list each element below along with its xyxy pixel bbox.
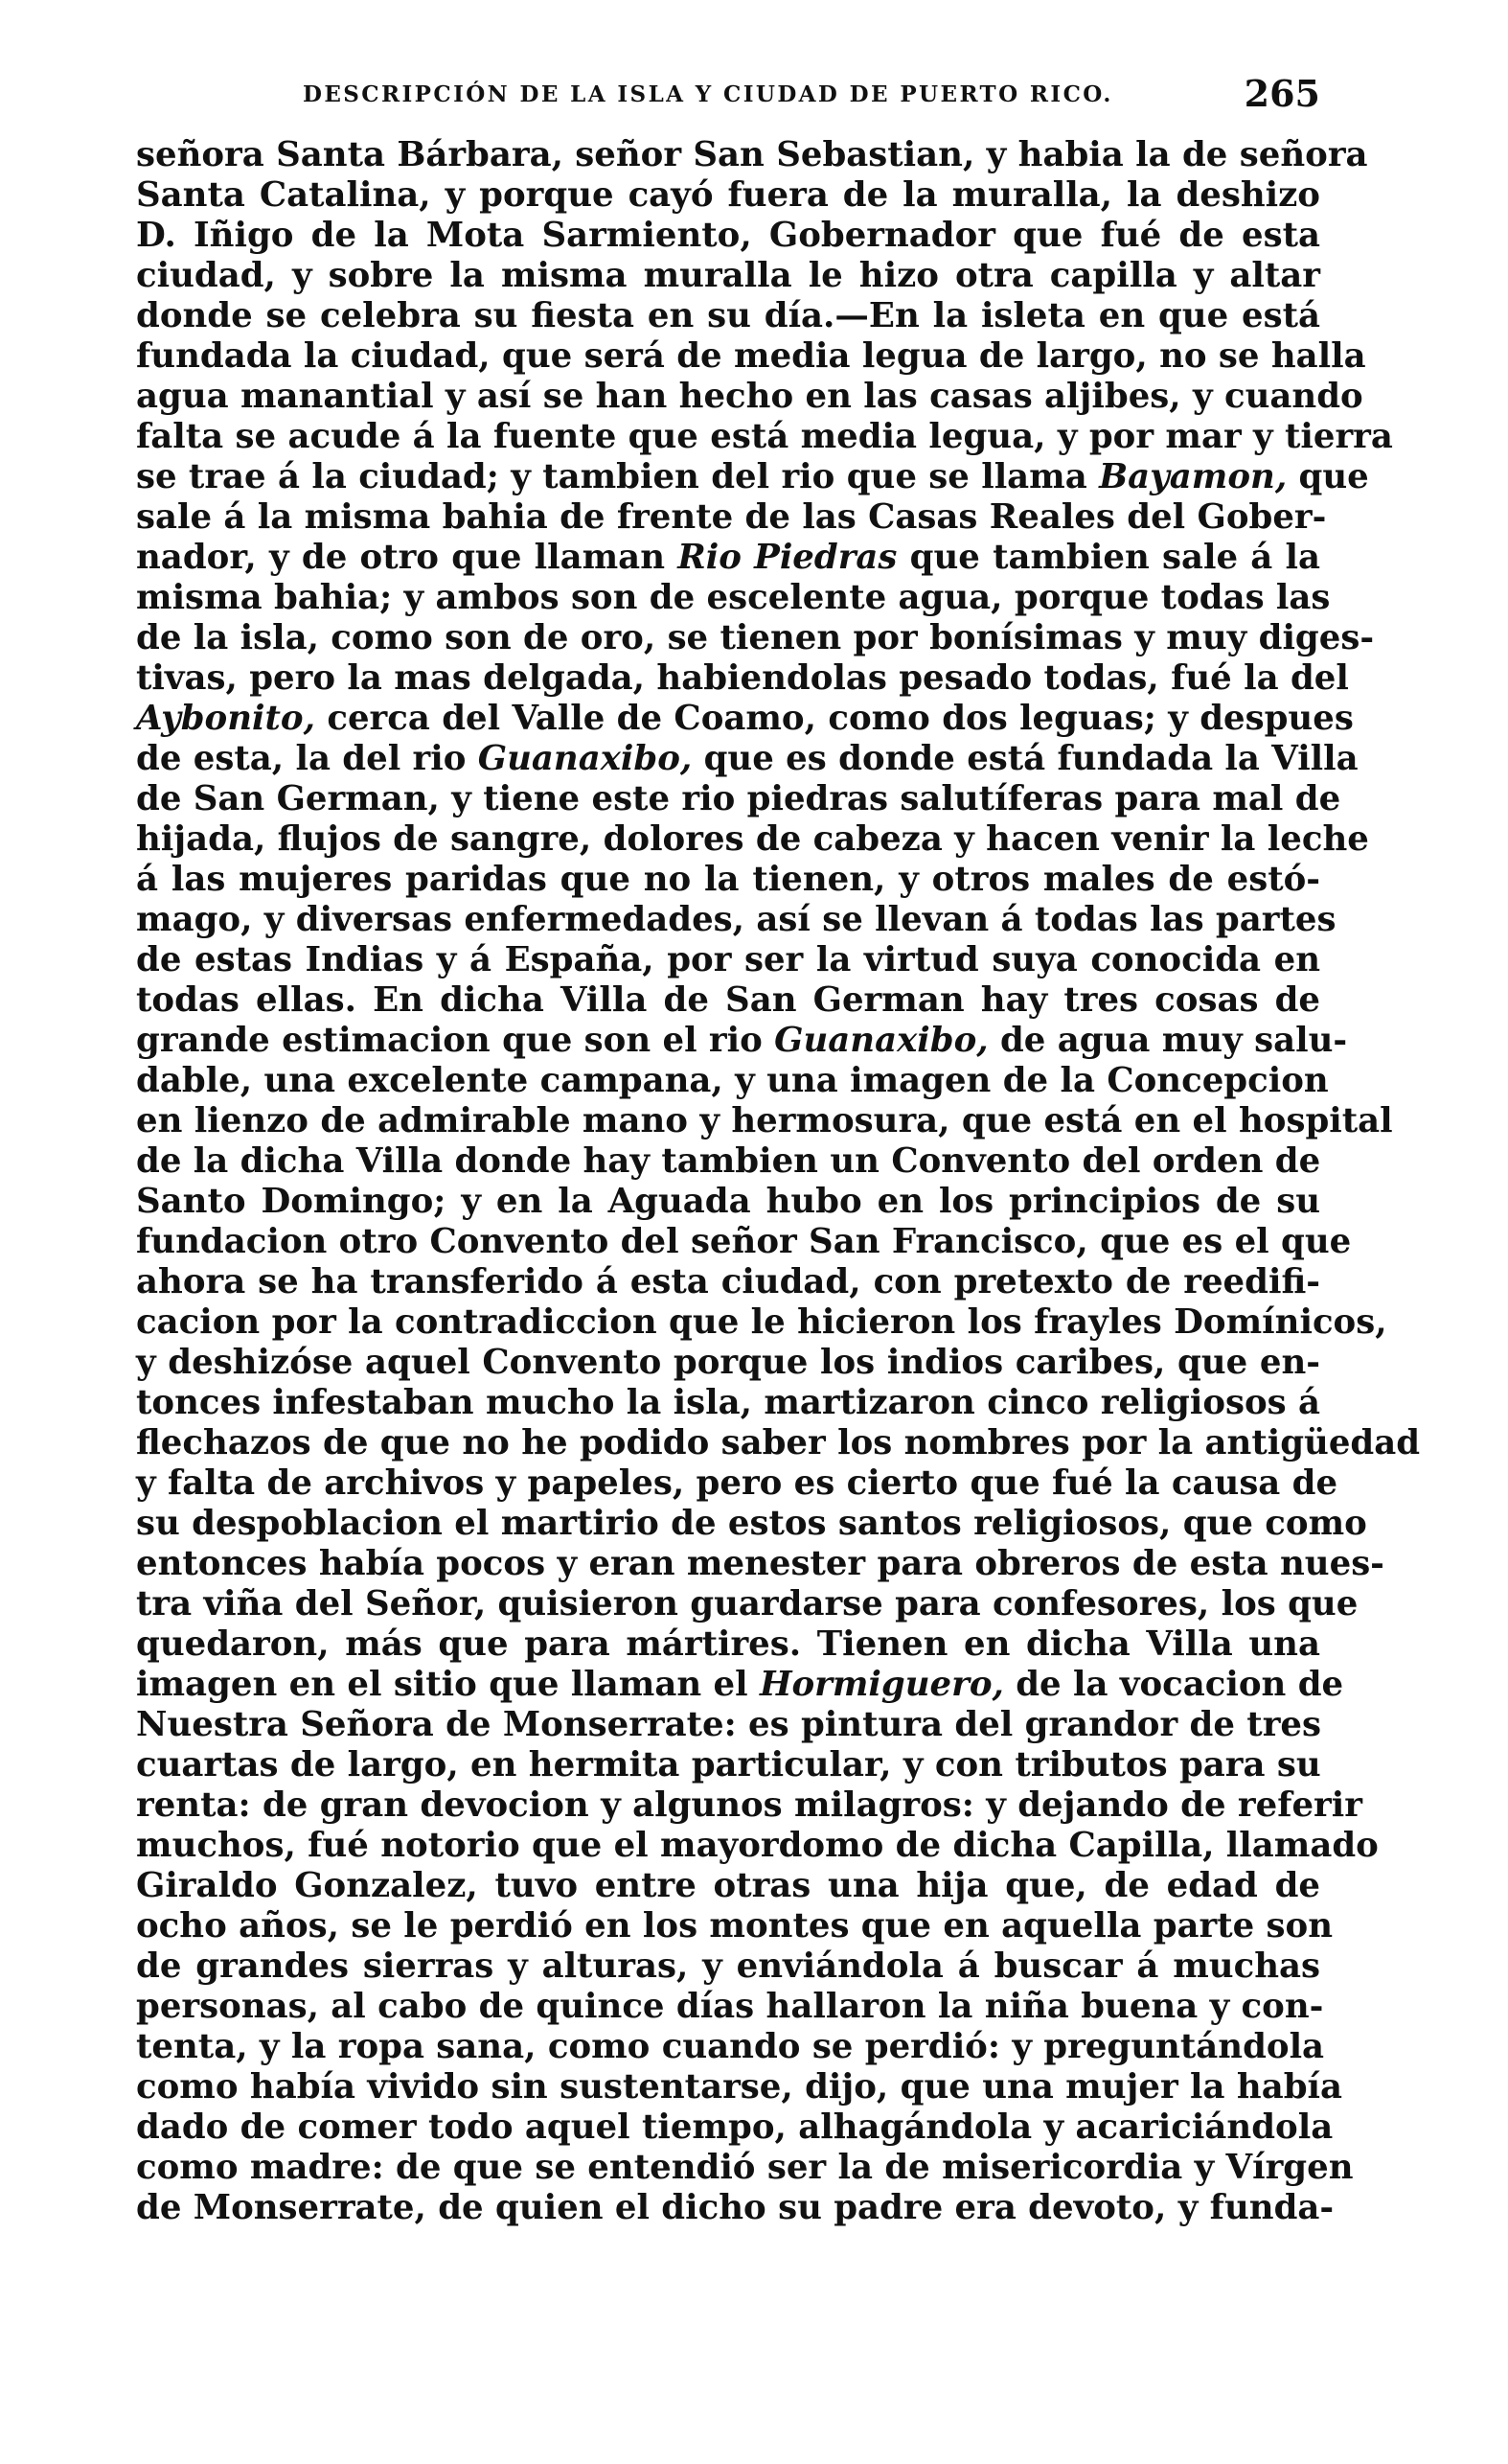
text-line (136, 1262, 1320, 1302)
text-segment: tenta, y la ropa sana, como cuando se perdió: y preguntándola (136, 2027, 1325, 2066)
text-line (136, 1785, 1362, 1826)
text-segment: se trae á la ciudad; y tambien del rio que se llama (136, 457, 1100, 496)
italic-term: Hormiguero, (759, 1665, 1004, 1704)
text-segment: de San German, y tiene este rio piedras salutíferas para mal de (136, 779, 1341, 818)
text-line (136, 1101, 1393, 1141)
text-segment: grande estimacion que son el rio (136, 1021, 775, 1060)
text-line (136, 2148, 1354, 2188)
text-segment: ocho años, se le perdió en los montes que en aquella parte son (136, 1906, 1334, 1946)
running-head (136, 72, 1320, 129)
text-line (136, 417, 1393, 457)
text-line (136, 538, 1320, 578)
text-segment: y deshizóse aquel Convento porque los indios caribes, que en- (136, 1343, 1320, 1382)
italic-term: Aybonito, (136, 699, 315, 738)
text-segment: como había vivido sin sustentarse, dijo, que una mujer la había (136, 2067, 1343, 2107)
text-line (136, 175, 1320, 216)
text-line (136, 377, 1363, 417)
text-line (136, 1906, 1334, 1946)
text-segment: flechazos de que no he podido saber los nombres por la antigüedad (136, 1423, 1421, 1462)
text-line (136, 860, 1320, 900)
text-segment: Santa Catalina, y porque cayó fuera de la muralla, la deshizo (136, 175, 1320, 215)
text-line (136, 658, 1349, 699)
text-segment: entonces había pocos y eran menester para obreros de esta nues- (136, 1544, 1384, 1583)
text-segment: Santo Domingo; y en la Aguada hubo en los principios de su (136, 1182, 1320, 1221)
text-segment: dado de comer todo aquel tiempo, alhagándola y acariciándola (136, 2107, 1334, 2147)
text-segment: á las mujeres paridas que no la tienen, y otros males de estó- (136, 860, 1320, 899)
italic-term: Bayamon, (1099, 457, 1288, 496)
text-segment: todas ellas. En dicha Villa de San German hay tres cosas de (136, 980, 1320, 1020)
text-line (136, 1987, 1324, 2027)
text-segment: D. Iñigo de la Mota Sarmiento, Gobernador que fué de esta (136, 216, 1320, 255)
text-line (136, 1705, 1320, 1745)
text-segment: muchos, fué notorio que el mayordomo de dicha Capilla, llamado (136, 1826, 1379, 1865)
text-line (136, 1182, 1320, 1222)
text-line (136, 1544, 1384, 1584)
text-line (136, 1383, 1320, 1423)
text-segment: ciudad, y sobre la misma muralla le hizo otra capilla y altar (136, 256, 1320, 295)
text-segment: señora Santa Bárbara, señor San Sebastian, y habia la de señora (136, 135, 1368, 174)
text-segment: ahora se ha transferido á esta ciudad, con pretexto de reedifi- (136, 1262, 1320, 1301)
text-segment: donde se celebra su fiesta en su día.—En la isleta en que está (136, 296, 1320, 335)
text-line (136, 497, 1327, 538)
text-line (136, 1061, 1329, 1101)
italic-term: Guanaxibo, (477, 739, 693, 778)
text-line (136, 1665, 1344, 1705)
text-segment: cuartas de largo, en hermita particular, y con tributos para su (136, 1745, 1321, 1785)
italic-term: Rio Piedras (677, 538, 898, 577)
text-segment: y falta de archivos y papeles, pero es cierto que fué la causa de (136, 1463, 1338, 1503)
text-segment: tra viña del Señor, quisieron guardarse para confesores, los que (136, 1584, 1359, 1623)
text-line (136, 1141, 1320, 1182)
text-segment: fundada la ciudad, que será de media legua de largo, no se halla (136, 336, 1366, 376)
text-line (136, 1584, 1359, 1624)
body-text (136, 135, 1421, 2228)
text-segment: Nuestra Señora de Monserrate: es pintura del grandor de tres (136, 1705, 1321, 1744)
text-segment: de la dicha Villa donde hay tambien un Convento del orden de (136, 1141, 1321, 1181)
text-segment: mago, y diversas enfermedades, así se llevan á todas las partes (136, 900, 1337, 939)
text-line (136, 900, 1337, 940)
text-segment: que tambien sale á la (897, 538, 1321, 577)
text-line (136, 2188, 1335, 2228)
text-line (136, 578, 1331, 618)
text-segment: como madre: de que se entendió ser la de misericordia y Vírgen (136, 2148, 1354, 2187)
text-segment: en lienzo de admirable mano y hermosura, que está en el hospital (136, 1101, 1393, 1140)
text-line (136, 2027, 1325, 2067)
text-line (136, 1302, 1387, 1343)
text-line (136, 1222, 1352, 1262)
text-line (136, 779, 1341, 819)
text-line (136, 457, 1369, 497)
text-segment: imagen en el sitio que llaman el (136, 1665, 760, 1704)
text-segment: sale á la misma bahia de frente de las Casas Reales del Gober- (136, 497, 1327, 537)
text-line (136, 1745, 1320, 1785)
text-line (136, 2107, 1334, 2148)
text-segment: agua manantial y así se han hecho en las casas aljibes, y cuando (136, 377, 1363, 416)
text-segment: de esta, la del rio (136, 739, 478, 778)
text-segment: dable, una excelente campana, y una imagen de la Concepcion (136, 1061, 1329, 1100)
text-line (136, 1463, 1338, 1504)
text-line (136, 1946, 1320, 1987)
text-line (136, 1504, 1367, 1544)
text-line (136, 1866, 1320, 1906)
text-segment: de estas Indias y á España, por ser la virtud suya conocida en (136, 940, 1320, 979)
text-line (136, 1343, 1320, 1383)
text-segment: nador, y de otro que llaman (136, 538, 678, 577)
text-segment: de grandes sierras y alturas, y enviándola á buscar á muchas (136, 1946, 1320, 1986)
text-segment: tivas, pero la mas delgada, habiendolas pesado todas, fué la del (136, 658, 1349, 698)
text-segment: que (1287, 457, 1369, 496)
text-segment: personas, al cabo de quince días hallaron la niña buena y con- (136, 1987, 1324, 2026)
text-segment: Giraldo Gonzalez, tuvo entre otras una hija que, de edad de (136, 1866, 1320, 1905)
text-line (136, 135, 1368, 175)
text-segment: de la vocacion de (1003, 1665, 1344, 1704)
text-line (136, 980, 1320, 1021)
text-segment: de Monserrate, de quien el dicho su padre era devoto, y funda- (136, 2188, 1335, 2227)
text-segment: fundacion otro Convento del señor San Francisco, que es el que (136, 1222, 1352, 1261)
text-line (136, 1021, 1348, 1061)
text-line (136, 1624, 1320, 1665)
text-segment: su despoblacion el martirio de estos santos religiosos, que como (136, 1504, 1367, 1543)
text-line (136, 618, 1375, 658)
text-segment: falta se acude á la fuente que está media legua, y por mar y tierra (136, 417, 1393, 456)
text-segment: tonces infestaban mucho la isla, martizaron cinco religiosos á (136, 1383, 1321, 1422)
text-line (136, 1826, 1379, 1866)
text-segment: hijada, flujos de sangre, dolores de cabeza y hacen venir la leche (136, 819, 1369, 859)
italic-term: Guanaxibo, (774, 1021, 989, 1060)
text-line (136, 819, 1369, 860)
text-segment: cacion por la contradiccion que le hicieron los frayles Domínicos, (136, 1302, 1387, 1342)
text-line (136, 2067, 1343, 2107)
text-segment: de la isla, como son de oro, se tienen por bonísimas y muy diges- (136, 618, 1375, 657)
text-line (136, 296, 1320, 336)
text-line (136, 699, 1354, 739)
text-line (136, 336, 1366, 377)
text-segment: quedaron, más que para mártires. Tienen en dicha Villa una (136, 1624, 1320, 1664)
text-segment: renta: de gran devocion y algunos milagros: y dejando de referir (136, 1785, 1362, 1825)
text-line (136, 940, 1320, 980)
text-segment: que es donde está fundada la Villa (692, 739, 1359, 778)
text-segment: de agua muy salu- (988, 1021, 1348, 1060)
running-title: DESCRIPCIÓN DE LA ISLA Y CIUDAD DE PUERTO RICO. (303, 81, 1113, 107)
text-segment: cerca del Valle de Coamo, como dos leguas; y despues (314, 699, 1354, 738)
book-page (136, 72, 1421, 2228)
text-segment: misma bahia; y ambos son de escelente agua, porque todas las (136, 578, 1331, 617)
text-line (136, 256, 1320, 296)
text-line (136, 1423, 1421, 1463)
text-line (136, 216, 1320, 256)
text-line (136, 739, 1359, 779)
page-number: 265 (1244, 72, 1320, 115)
